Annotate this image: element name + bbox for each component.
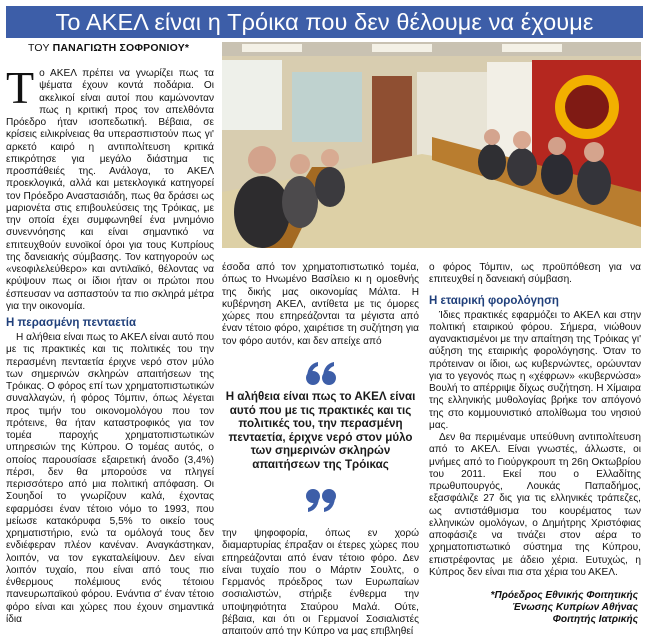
col2-bottom-paragraph: την ψηφοφορία, όπως εν χορώ διαμαρτυρίας έπραξαν οι έτερες χώρες που επηρεάζονται από έναν τέτοιο φόρο. Δεν είναι τυχαίο που ο Μάρτιν Σουλτς, ο Γερμανός πρόεδρος των Ευρωπαίων σοσιαλιστών, στήριξε ένθερμα την υποψηφιότητα Σταύρου Μαλά. Ούτε, βέβαια, και ότι οι Γερμανοί Σοσιαλιστές απαιτούν από την Κύπρο να μας επιβληθεί (222, 528, 419, 637)
drop-cap: Τ (6, 62, 35, 113)
col3-body-paragraph-1: Ίδιες πρακτικές εφαρμόζει το ΑΚΕΛ και στην πολιτική εταιρικού φόρου. Σήμερα, νιώθουν αγανακτισμένοι με την απαίτηση της Τρόικας γι' αύξηση της εταιρικής φορολόγησης. Όταν το πρότειναν οι ίδιοι, ως κυβερνώντες, ορώυνταν για το γεγονός πως η «χέφρων» «κυβερνώσα» Βουλή το απέρριψε δίχως συζήτηση. Η Χίμαιρα της ελληνικής μυθολογίας βρήκε τον απόγονό της στο κομμουνιστικό απολίθωμα του νησιού μας. (429, 309, 641, 431)
photo-icon (222, 42, 641, 248)
col3-top-paragraph: ο φόρος Τόμπιν, ως προϋπόθεση για να επιτευχθεί η δανειακή σύμβαση. (429, 262, 641, 286)
headline: Το ΑΚΕΛ είναι η Τρόικα που δεν θέλουμε να έχουμε (6, 6, 643, 38)
close-quote-icon (305, 488, 337, 514)
column-2 (222, 262, 419, 348)
intro-paragraph (6, 62, 214, 313)
section-heading-2: Η εταιρική φορολόγηση (429, 294, 559, 307)
pull-quote (222, 360, 419, 528)
byline-prefix: ΤΟΥ (28, 42, 53, 54)
col2-top-paragraph: έσοδα από τον χρηματοπιστωτικό τομέα, όπως το Ηνωμένο Βασίλειο κι η ομοεθνής της δικής μας οικονομίας Μάλτα. Η κυβέρνηση ΑΚΕΛ, αντίθετα με τις όμορες χώρες που επηρεάζονται τα μέγιστα από έναν τέτοιο φόρο, χαιρέτισε τη συζήτηση για τον φόρο αυτόν, και δεν απείχε από (222, 262, 419, 347)
byline (28, 42, 189, 54)
pull-quote-text: Η αλήθεια είναι πως το ΑΚΕΛ είναι αυτό που με τις πρακτικές και τις πολιτικές του, την περασμένη πενταετία, έριχνε νερό στον μύλο των σημερινών σκληρών απαιτήσεων της Τρόικας (225, 390, 416, 471)
article-photo (222, 42, 641, 248)
byline-author: ΠΑΝΑΓΙΩΤΗ ΣΟΦΡΟΝΙΟΥ* (52, 42, 190, 54)
body-paragraph-1: Η αλήθεια είναι πως το ΑΚΕΛ είναι αυτό που με τις πρακτικές και τις πολιτικές του την περασμένη πενταετία έριχνε νερό στον μύλο των σημερινών σκληρών απαιτήσεων της Τρόικας. Ο φόρος επί των χρηματοπιστωτικών συναλλαγών, ή φόρος Τόμπιν, όπως λέγεται προς τιμήν του οικονομολόγου που τον πρότεινε, θα ήταν καταστροφικός για τον τομέα παροχής χρηματοπιστωτικών υπηρεσιών της Κύπρου. Ο τομέας αυτός, ο οποίος παρουσίασε εξαιρετική άνοδο (3,4%) πέρσι, δεν θα μπορούσε να πληγεί περισσότερο από μια πολιτική απόφαση. Οι Σουηδοί το γνωρίζουν καλά, έχοντας εφαρμόσει έναν τέτοιο νόμο το 1993, που μείωσε κατακόρυφα 5,5% το οικείο τους χρηματιστήριο, ενώ τα ομόλογά τους δεν ενδιέφεραν πλέον κανέναν. Αναγκάστηκαν, λοιπόν, να τον εγκαταλείψουν. Δεν είναι λοιπόν τυχαίο, που είναι από τους πιο ένθερμους πολέμιους ενός τέτοιου πανευρωπαϊκού φόρου. Ενάντια σ' έναν τέτοιο φόρο είναι και χώρες που έχουν σημαντικά ίδια (6, 332, 214, 625)
author-signature (428, 590, 638, 627)
col3-body-paragraph-2: Δεν θα περιμέναμε υπεύθυνη αντιπολίτευση από το ΑΚΕΛ. Είναι γνωστές, άλλωστε, οι μνήμες από το Γιούργκρουπ τη 26η Οκτωβρίου του 2011. Εκεί που ο Ελλαδίτης πρωθυπουργός, Λουκάς Παπαδήμος, εξασφάλιζε 27 δις για τις ελληνικές τράπεζες, ως αντιστάθμισμα του κουρέματος των ελληνικών ομολόγων, ο Δημήτρης Χριστόφιας αποφάσιζε να τινάζει στον αέρα το χρηματοπιστωτικό σύστημα της Κύπρου, επιστρέφοντας με άδειο χέρια. Ευτυχώς, η Κύπρος δεν είναι πια στα χέρια του ΑΚΕΛ. (429, 432, 641, 578)
column-3 (429, 262, 641, 579)
open-quote-icon (305, 360, 337, 386)
signature-line-1: *Πρόεδρος Εθνικής Φοιτητικής (490, 590, 638, 601)
signature-line-3: Φοιτητής Ιατρικής (552, 614, 638, 626)
column-2-bottom (222, 528, 419, 638)
intro-text: ο ΑΚΕΛ πρέπει να γνωρίζει πως τα ψέματα έχουν κοντά ποδάρια. Οι ακελικοί είναι αυτοί που καμώνονταν πως η κριτική προς τον απελθόντα Πρόεδρο ήταν ισοπεδωτική. Βέβαια, σε κρίσεις ειλικρίνειας θα υπερασπιστούν πως γι' αρκετό καιρό η αντιπολίτευση κριτικά επικρότησε για μεγάλο διάστημα τις προσπάθειές της. Ανάλογα, το ΑΚΕΛ προεκλογικά, αλλά και μετεκλογικά κατηγορεί τον Πρόεδρο Αναστασιάδη, πως θα δράσει ως μαριονέτα στις επιβουλεύσεις της Τρόικας, με την οποία έχει συμφωνηθεί ένα μνημόνιο συνεννόησης και είναι σημαντικό να επιτευχθούν ευνοϊκοί όροι για τους Κυπρίους της δανειακής σύμβασης. Τον κατηγορούν ως «νεοφιλελεύθερο» και αντιλαϊκό, θέλοντας να κρύψουν πως οι ίδιοι ήταν οι πρώτοι που έσπευσαν να ασπαστούν τα πιο σκληρά μέτρα για την οικονομία. (6, 68, 214, 312)
signature-line-2: Ένωσης Κυπρίων Αθήνας (512, 602, 638, 614)
column-1 (6, 62, 214, 626)
section-heading-1: Η περασμένη πενταετία (6, 317, 137, 329)
